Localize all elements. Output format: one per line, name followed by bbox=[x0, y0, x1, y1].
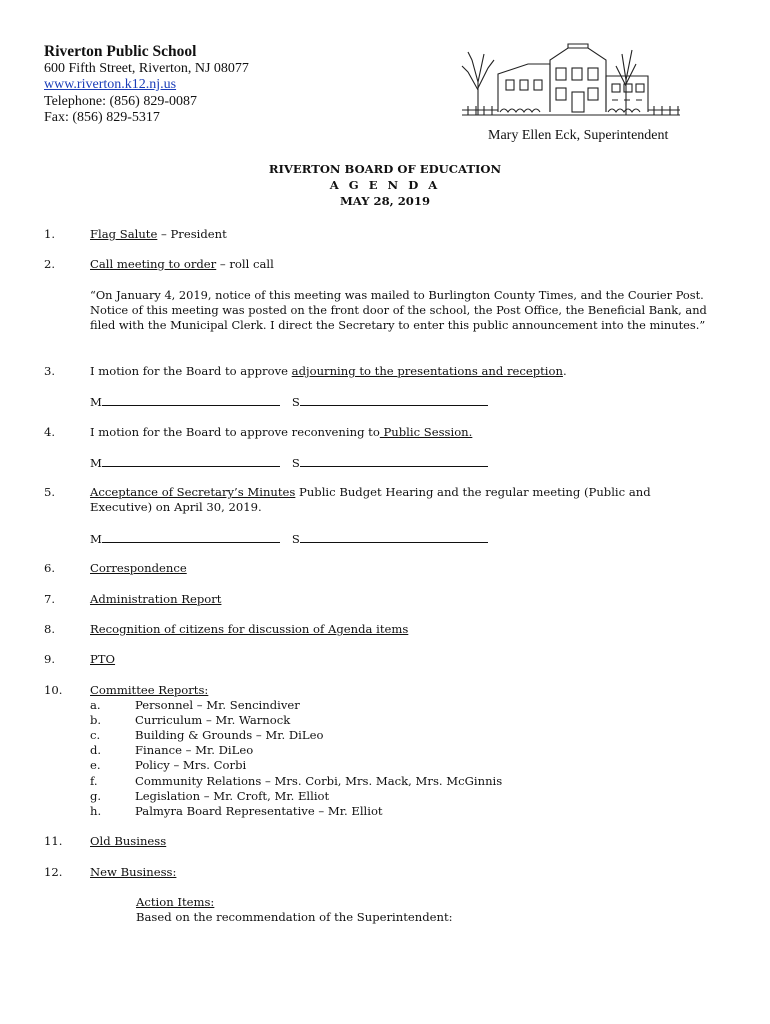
committee-text: Building & Grounds – Mr. DiLeo bbox=[135, 728, 324, 742]
board-title: RIVERTON BOARD OF EDUCATION bbox=[268, 162, 502, 176]
letterhead bbox=[44, 44, 344, 127]
agenda-item-minutes bbox=[90, 485, 690, 515]
agenda-heading: A G E N D A bbox=[329, 178, 441, 192]
committee-letter: g. bbox=[90, 789, 102, 803]
motion-second-line bbox=[90, 455, 720, 471]
item-title: Flag Salute bbox=[90, 227, 158, 241]
committee-letter: d. bbox=[90, 743, 102, 757]
item-detail: – roll call bbox=[216, 257, 274, 271]
item-number: 11. bbox=[44, 834, 63, 848]
committee-text: Personnel – Mr. Sencindiver bbox=[135, 698, 300, 712]
committee-text: Curriculum – Mr. Warnock bbox=[135, 713, 291, 727]
agenda-item-recognition bbox=[90, 622, 720, 637]
committee-letter: c. bbox=[90, 728, 101, 742]
item-number: 5. bbox=[44, 485, 56, 499]
motion-second-line bbox=[90, 531, 720, 547]
motion-label: M bbox=[90, 456, 102, 470]
public-notice-statement: “On January 4, 2019, notice of this meeting was mailed to Burlington County Times, and the Courier Post. Notice of this meeting was posted on the front door of the school, the Post Office, the Beneficial Bank, and filed with the Municipal Clerk. I direct the Secretary to enter this public announcement into the minutes.” bbox=[90, 288, 707, 333]
item-number: 10. bbox=[44, 683, 63, 697]
committee-letter: e. bbox=[90, 758, 101, 772]
committee-text: Finance – Mr. DiLeo bbox=[135, 743, 254, 757]
item-detail: I motion for the Board to approve bbox=[90, 364, 292, 378]
committee-letter: f. bbox=[90, 774, 98, 788]
agenda-item-call-to-order bbox=[90, 257, 720, 272]
item-detail: – President bbox=[157, 227, 227, 241]
second-blank[interactable] bbox=[300, 455, 488, 467]
item-number: 3. bbox=[44, 364, 56, 378]
website-link[interactable]: www.riverton.k12.nj.us bbox=[44, 77, 177, 92]
motion-second-line bbox=[90, 394, 720, 410]
agenda-item-reconvene bbox=[90, 425, 720, 440]
second-blank[interactable] bbox=[300, 394, 488, 406]
second-blank[interactable] bbox=[300, 531, 488, 543]
action-items-intro: Based on the recommendation of the Superintendent: bbox=[136, 910, 453, 924]
school-name: Riverton Public School bbox=[44, 43, 197, 60]
item-title: Call meeting to order bbox=[90, 257, 217, 271]
committee-letter: a. bbox=[90, 698, 101, 712]
agenda-item-correspondence bbox=[90, 561, 720, 576]
agenda-item-new-business bbox=[90, 865, 720, 880]
item-number: 12. bbox=[44, 865, 63, 879]
committee-text: Policy – Mrs. Corbi bbox=[135, 758, 247, 772]
agenda-item-flag-salute bbox=[90, 227, 720, 242]
motion-blank[interactable] bbox=[102, 455, 280, 467]
item-detail: Public Budget Hearing and the regular meeting (Public and Executive) on April 30, 2019. bbox=[90, 485, 651, 515]
meeting-date: MAY 28, 2019 bbox=[339, 194, 431, 208]
agenda-item-administration-report bbox=[90, 592, 720, 607]
motion-blank[interactable] bbox=[102, 531, 280, 543]
motion-label: M bbox=[90, 532, 102, 546]
action-items-label bbox=[136, 895, 766, 910]
agenda-item-committee-reports bbox=[90, 683, 720, 698]
item-title: PTO bbox=[90, 652, 116, 666]
item-number: 8. bbox=[44, 622, 56, 636]
school-building-illustration bbox=[458, 40, 684, 122]
second-label: S bbox=[291, 395, 300, 409]
item-number: 6. bbox=[44, 561, 56, 575]
item-number: 4. bbox=[44, 425, 56, 439]
school-address: 600 Fifth Street, Riverton, NJ 08077 bbox=[44, 60, 249, 76]
second-label: S bbox=[291, 456, 300, 470]
item-punct: . bbox=[562, 364, 567, 378]
item-title: New Business: bbox=[90, 865, 177, 879]
item-title: Acceptance of Secretary’s Minutes bbox=[90, 485, 296, 499]
item-number: 1. bbox=[44, 227, 56, 241]
committee-text: Legislation – Mr. Croft, Mr. Elliot bbox=[135, 789, 330, 803]
item-title: Committee Reports: bbox=[90, 683, 209, 697]
fax: Fax: (856) 829-5317 bbox=[44, 110, 160, 125]
superintendent-name: Mary Ellen Eck, Superintendent bbox=[488, 128, 669, 143]
motion-label: M bbox=[90, 395, 102, 409]
item-title: adjourning to the presentations and reception bbox=[291, 364, 563, 378]
action-items-heading: Action Items: bbox=[136, 895, 215, 909]
agenda-item-pto bbox=[90, 652, 720, 667]
item-title: Public Session. bbox=[379, 425, 473, 439]
item-number: 9. bbox=[44, 652, 56, 666]
agenda-item-adjourn bbox=[90, 364, 720, 379]
committee-text: Palmyra Board Representative – Mr. Elliot bbox=[135, 804, 383, 818]
second-label: S bbox=[291, 532, 300, 546]
item-title: Administration Report bbox=[90, 592, 222, 606]
committee-letter: b. bbox=[90, 713, 102, 727]
agenda-title bbox=[0, 161, 770, 209]
motion-blank[interactable] bbox=[102, 394, 280, 406]
committee-text: Community Relations – Mrs. Corbi, Mrs. Mack, Mrs. McGinnis bbox=[135, 774, 503, 788]
item-title: Old Business bbox=[90, 834, 167, 848]
item-number: 2. bbox=[44, 257, 56, 271]
item-title: Correspondence bbox=[90, 561, 187, 575]
item-detail: I motion for the Board to approve reconvening to bbox=[90, 425, 380, 439]
item-number: 7. bbox=[44, 592, 56, 606]
committee-letter: h. bbox=[90, 804, 102, 818]
agenda-item-old-business bbox=[90, 834, 720, 849]
telephone: Telephone: (856) 829-0087 bbox=[44, 93, 197, 109]
item-title: Recognition of citizens for discussion of Agenda items bbox=[90, 622, 409, 636]
